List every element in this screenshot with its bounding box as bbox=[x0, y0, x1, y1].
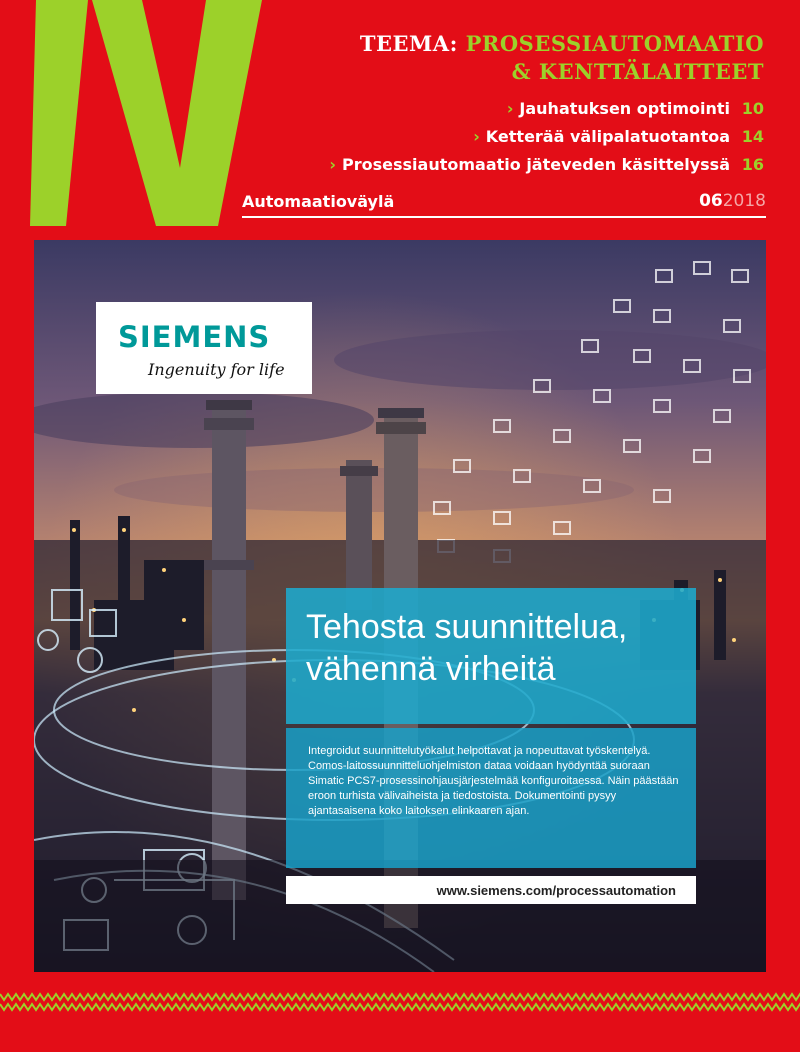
ad-headline-line1: Tehosta suunnittelua, bbox=[306, 608, 628, 646]
siemens-tagline: Ingenuity for life bbox=[148, 360, 285, 379]
chevron-right-icon: › bbox=[506, 99, 514, 118]
theme-label: TEEMA: bbox=[359, 31, 458, 56]
issue-label bbox=[699, 191, 766, 211]
siemens-brand: SIEMENS bbox=[118, 320, 271, 354]
theme-heading bbox=[360, 30, 764, 86]
toc-item-title: Jauhatuksen optimointi bbox=[519, 99, 730, 118]
issue-year: 2018 bbox=[722, 191, 766, 211]
ad-body-box bbox=[286, 728, 696, 868]
theme-topic-line1: PROSESSIAUTOMAATIO bbox=[465, 31, 764, 56]
toc-item-title: Ketterää välipalatuotantoa bbox=[485, 127, 730, 146]
issue-number: 06 bbox=[699, 191, 723, 211]
toc-item-page: 14 bbox=[741, 127, 764, 146]
toc-item[interactable] bbox=[329, 151, 764, 179]
ad-url-link[interactable]: www.siemens.com/processautomation bbox=[436, 883, 676, 898]
magazine-name: Automaatioväylä bbox=[242, 192, 395, 211]
magazine-masthead-bar bbox=[242, 190, 766, 218]
chevron-right-icon: › bbox=[329, 155, 337, 174]
table-of-contents bbox=[329, 95, 764, 179]
toc-item-page: 16 bbox=[741, 155, 764, 174]
toc-item-title: Prosessiautomaatio jäteveden käsittelyssä bbox=[342, 155, 730, 174]
av-logo bbox=[30, 0, 270, 226]
toc-item[interactable] bbox=[329, 95, 764, 123]
toc-item[interactable] bbox=[329, 123, 764, 151]
siemens-advertisement bbox=[34, 240, 766, 972]
chevron-right-icon: › bbox=[473, 127, 480, 146]
toc-item-page: 10 bbox=[741, 99, 764, 118]
ad-headline-box bbox=[286, 588, 696, 724]
theme-topic-line2: & KENTTÄLAITTEET bbox=[511, 59, 764, 84]
ad-body-text: Integroidut suunnittelutyökalut helpottavat ja nopeuttavat työskentelyä. Comos-laitossuunnitteluohjelmiston dataa voidaan hyödyntää suoraan Simatic PCS7-prosessinohjausjärjestelmää konfiguroitaessa. Näin päästään eroon turhista välivaiheista ja tiedostoista. Dokumentointi pysyy ajantasaisena koko laitoksen elinkaaren ajan. bbox=[308, 745, 679, 817]
ad-url-bar[interactable] bbox=[286, 876, 696, 904]
siemens-logo-box bbox=[96, 302, 312, 394]
ad-headline bbox=[306, 606, 627, 690]
ad-headline-line2: vähennä virheitä bbox=[306, 650, 556, 688]
zigzag-border-decoration bbox=[0, 990, 800, 1016]
